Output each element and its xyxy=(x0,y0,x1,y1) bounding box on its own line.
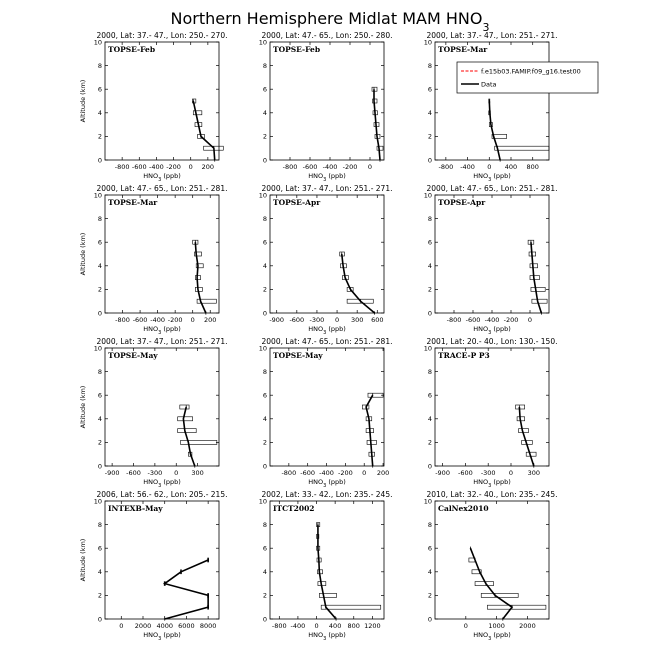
y-tick-label: 10 xyxy=(93,344,102,353)
panel-header: 2000, Lat: 37.- 47., Lon: 250.- 270. xyxy=(96,31,228,40)
y-axis-label: Altitude (km) xyxy=(79,79,87,123)
y-tick-label: 8 xyxy=(97,367,102,376)
panel-label: TOPSE-Feb xyxy=(108,45,156,54)
y-tick-label: 10 xyxy=(93,497,102,506)
y-tick-label: 0 xyxy=(97,156,102,165)
y-tick-label: 6 xyxy=(97,544,102,553)
y-tick-label: 6 xyxy=(262,85,267,94)
y-tick-label: 6 xyxy=(97,238,102,247)
x-tick-label: -200 xyxy=(503,316,519,324)
y-tick-label: 10 xyxy=(258,497,267,506)
panel-label: TOPSE-Feb xyxy=(273,45,321,54)
data-range-box xyxy=(531,287,545,291)
y-tick-label: 10 xyxy=(423,191,432,200)
y-tick-label: 2 xyxy=(427,438,432,447)
x-tick-label: -400 xyxy=(460,163,475,171)
x-tick-label: -900 xyxy=(104,469,120,477)
panel-label: TOPSE-Apr xyxy=(438,198,486,207)
x-axis-label: $HNO_3$ (ppb) xyxy=(143,172,181,183)
x-tick-label: 0 xyxy=(314,622,319,630)
x-tick-label: 600 xyxy=(371,316,384,324)
x-tick-label: -600 xyxy=(289,316,305,324)
x-axis-label: $HNO_3$ (ppb) xyxy=(143,325,181,336)
x-tick-label: 6000 xyxy=(178,622,195,630)
x-axis-label: $HNO_3$ (ppb) xyxy=(308,631,346,642)
panel-label: TOPSE-Mar xyxy=(438,45,488,54)
y-tick-label: 4 xyxy=(97,415,102,424)
panel-label: CalNex2010 xyxy=(438,504,489,513)
y-tick-label: 10 xyxy=(258,191,267,200)
panel-header: 2000, Lat: 37.- 47., Lon: 251.- 271. xyxy=(261,184,393,193)
x-tick-label: -800 xyxy=(446,316,462,324)
y-tick-label: 10 xyxy=(258,38,267,47)
y-tick-label: 4 xyxy=(97,262,102,271)
plot-frame xyxy=(435,501,549,619)
x-tick-label: -800 xyxy=(282,163,298,171)
x-tick-label: -600 xyxy=(131,163,147,171)
data-range-box xyxy=(368,393,383,397)
panel-header: 2000, Lat: 37.- 47., Lon: 251.- 271. xyxy=(426,31,558,40)
plot-frame xyxy=(270,42,384,160)
y-tick-label: 0 xyxy=(427,156,432,165)
x-axis-label: $HNO_3$ (ppb) xyxy=(473,478,511,489)
data-profile-line xyxy=(342,254,375,313)
y-tick-label: 8 xyxy=(97,520,102,529)
y-tick-label: 8 xyxy=(97,214,102,223)
x-axis-label: $HNO_3$ (ppb) xyxy=(143,478,181,489)
y-tick-label: 10 xyxy=(93,191,102,200)
panel-label: ITCT2002 xyxy=(273,504,315,513)
x-axis-label: $HNO_3$ (ppb) xyxy=(308,172,346,183)
y-tick-label: 10 xyxy=(423,344,432,353)
data-range-box xyxy=(495,146,549,150)
data-profile-line xyxy=(165,560,208,619)
x-tick-label: 0 xyxy=(119,622,124,630)
x-tick-label: 0 xyxy=(362,469,367,477)
data-range-box xyxy=(530,264,538,268)
x-tick-label: 300 xyxy=(191,469,204,477)
y-tick-label: 0 xyxy=(427,462,432,471)
x-tick-label: -300 xyxy=(147,469,163,477)
plot-frame xyxy=(105,42,219,160)
y-tick-label: 0 xyxy=(262,309,267,318)
y-tick-label: 0 xyxy=(262,462,267,471)
data-range-box xyxy=(193,111,202,115)
y-tick-label: 0 xyxy=(97,615,102,624)
y-tick-label: 4 xyxy=(262,415,267,424)
panel-5 xyxy=(259,184,393,336)
x-tick-label: 800 xyxy=(347,622,360,630)
panel-4 xyxy=(79,184,227,336)
y-tick-label: 6 xyxy=(427,391,432,400)
panel-header: 2000, Lat: 47.- 65., Lon: 251.- 281. xyxy=(261,337,393,346)
y-tick-label: 6 xyxy=(97,391,102,400)
y-tick-label: 4 xyxy=(97,109,102,118)
x-tick-label: -800 xyxy=(115,316,130,324)
page-title: Northern Hemisphere Midlat MAM $HNO_3$ xyxy=(170,9,490,34)
x-tick-label: 300 xyxy=(350,316,364,324)
y-tick-label: 0 xyxy=(97,309,102,318)
x-tick-label: 300 xyxy=(527,469,541,477)
x-tick-label: -200 xyxy=(167,316,183,324)
y-tick-label: 2 xyxy=(427,285,432,294)
y-tick-label: 2 xyxy=(427,591,432,600)
x-tick-label: 8000 xyxy=(199,622,217,630)
x-tick-label: -600 xyxy=(465,316,481,324)
panel-3 xyxy=(424,31,598,183)
y-tick-label: 0 xyxy=(427,309,432,318)
y-tick-label: 10 xyxy=(258,344,267,353)
x-axis-label: $HNO_3$ (ppb) xyxy=(308,478,346,489)
data-range-box xyxy=(181,440,217,444)
y-tick-label: 6 xyxy=(262,391,267,400)
panel-9 xyxy=(424,337,558,489)
panel-header: 2000, Lat: 37.- 47., Lon: 251.- 271. xyxy=(96,337,228,346)
x-tick-label: 0 xyxy=(188,163,193,171)
x-tick-label: -200 xyxy=(342,163,358,171)
x-tick-label: -200 xyxy=(166,163,181,171)
x-axis-label: $HNO_3$ (ppb) xyxy=(143,631,181,642)
x-axis-label: $HNO_3$ (ppb) xyxy=(473,631,511,642)
x-tick-label: 1200 xyxy=(364,622,381,630)
data-profile-line xyxy=(489,101,500,160)
y-tick-label: 2 xyxy=(97,285,102,294)
x-axis-label: $HNO_3$ (ppb) xyxy=(308,325,346,336)
y-tick-label: 8 xyxy=(97,61,102,70)
y-tick-label: 6 xyxy=(427,544,432,553)
x-tick-label: -300 xyxy=(480,469,496,477)
panel-12 xyxy=(424,490,558,642)
x-axis-label: $HNO_3$ (ppb) xyxy=(473,172,511,183)
x-tick-label: -600 xyxy=(126,469,141,477)
data-profile-line xyxy=(519,407,533,466)
y-tick-label: 8 xyxy=(427,214,432,223)
x-tick-label: -400 xyxy=(149,163,164,171)
panel-header: 2006, Lat: 56.- 62., Lon: 205.- 215. xyxy=(96,490,228,499)
y-tick-label: 8 xyxy=(427,520,432,529)
panel-1 xyxy=(79,31,227,183)
data-range-box xyxy=(178,429,197,433)
y-tick-label: 8 xyxy=(262,520,267,529)
x-tick-label: -400 xyxy=(322,163,338,171)
panel-10 xyxy=(79,490,227,642)
panel-header: 2002, Lat: 33.- 42., Lon: 235.- 245. xyxy=(261,490,393,499)
y-tick-label: 8 xyxy=(427,367,432,376)
x-tick-label: -800 xyxy=(281,469,297,477)
legend-data-label: Data xyxy=(481,80,497,89)
x-tick-label: 0 xyxy=(508,469,514,477)
x-tick-label: 400 xyxy=(328,622,342,630)
data-range-box xyxy=(180,405,189,409)
panel-7 xyxy=(79,337,227,489)
y-tick-label: 0 xyxy=(97,462,102,471)
data-profile-line xyxy=(470,548,512,619)
x-tick-label: -600 xyxy=(302,163,318,171)
x-tick-label: 0 xyxy=(334,316,340,324)
x-tick-label: -800 xyxy=(114,163,130,171)
panel-header: 2000, Lat: 47.- 65., Lon: 251.- 281. xyxy=(426,184,558,193)
plot-frame xyxy=(270,195,384,313)
y-tick-label: 2 xyxy=(97,438,102,447)
x-tick-label: 200 xyxy=(204,316,217,324)
y-tick-label: 2 xyxy=(262,591,267,600)
panel-label: TOPSE-May xyxy=(273,351,323,360)
y-tick-label: 0 xyxy=(262,156,267,165)
y-tick-label: 4 xyxy=(427,415,432,424)
x-tick-label: 0 xyxy=(487,163,492,171)
y-tick-label: 10 xyxy=(423,38,432,47)
data-range-box xyxy=(532,299,547,303)
y-tick-label: 4 xyxy=(262,262,267,271)
y-tick-label: 4 xyxy=(262,568,267,577)
y-tick-label: 2 xyxy=(262,132,267,141)
data-range-box xyxy=(377,146,383,150)
data-range-box xyxy=(481,593,518,597)
x-tick-label: -800 xyxy=(438,163,454,171)
x-tick-label: -600 xyxy=(458,469,473,477)
x-tick-label: -600 xyxy=(132,316,148,324)
y-tick-label: 8 xyxy=(427,61,432,70)
y-tick-label: 0 xyxy=(427,615,432,624)
plot-frame xyxy=(105,195,219,313)
panel-header: 2000, Lat: 47.- 65., Lon: 250.- 280. xyxy=(261,31,393,40)
y-tick-label: 4 xyxy=(97,568,102,577)
y-tick-label: 2 xyxy=(97,132,102,141)
data-range-box xyxy=(321,605,381,609)
panel-label: TRACE-P P3 xyxy=(438,351,490,360)
x-tick-label: 400 xyxy=(504,163,518,171)
y-axis-label: Altitude (km) xyxy=(79,232,87,276)
x-tick-label: -400 xyxy=(319,469,334,477)
y-tick-label: 8 xyxy=(262,367,267,376)
y-tick-label: 10 xyxy=(93,38,102,47)
y-tick-label: 8 xyxy=(262,214,267,223)
y-tick-label: 2 xyxy=(262,438,267,447)
panels xyxy=(79,31,598,642)
x-axis-label: $HNO_3$ (ppb) xyxy=(473,325,511,336)
x-tick-label: -400 xyxy=(150,316,165,324)
y-tick-label: 10 xyxy=(423,497,432,506)
y-tick-label: 4 xyxy=(427,109,432,118)
plot-frame xyxy=(105,501,219,619)
x-tick-label: 0 xyxy=(174,469,179,477)
panel-6 xyxy=(424,184,558,336)
panel-2 xyxy=(259,31,393,183)
panel-label: INTEXB-May xyxy=(108,504,163,513)
x-tick-label: -900 xyxy=(435,469,450,477)
plot-frame xyxy=(435,42,549,160)
panel-8 xyxy=(259,337,393,489)
data-profile-line xyxy=(531,242,541,313)
y-tick-label: 6 xyxy=(262,544,267,553)
data-profile-line xyxy=(193,101,214,160)
x-tick-label: -600 xyxy=(300,469,316,477)
data-profile-line xyxy=(183,407,194,466)
y-tick-label: 6 xyxy=(427,238,432,247)
data-profile-line xyxy=(318,525,336,619)
x-tick-label: 0 xyxy=(190,316,195,324)
data-range-box xyxy=(319,593,336,597)
x-tick-label: -300 xyxy=(309,316,325,324)
legend-model-label: f.e15b03.FAMIP.f09_g16.test00 xyxy=(481,67,581,76)
x-tick-label: 0 xyxy=(463,622,468,630)
x-tick-label: 2000 xyxy=(519,622,536,630)
x-tick-label: -400 xyxy=(484,316,500,324)
x-tick-label: 4000 xyxy=(156,622,173,630)
data-range-box xyxy=(178,417,193,421)
y-tick-label: 6 xyxy=(427,85,432,94)
panel-label: TOPSE-May xyxy=(108,351,158,360)
x-tick-label: 200 xyxy=(201,163,215,171)
plot-frame xyxy=(105,348,219,466)
x-tick-label: 800 xyxy=(526,163,539,171)
x-tick-label: 200 xyxy=(376,469,390,477)
x-tick-label: 2000 xyxy=(134,622,152,630)
legend xyxy=(457,62,598,93)
y-tick-label: 4 xyxy=(262,109,267,118)
x-tick-label: 0 xyxy=(527,316,533,324)
y-tick-label: 8 xyxy=(262,61,267,70)
y-axis-label: Altitude (km) xyxy=(79,538,87,582)
data-range-box xyxy=(367,440,376,444)
plot-frame xyxy=(270,501,384,619)
x-tick-label: -900 xyxy=(269,316,285,324)
x-tick-label: -200 xyxy=(337,469,353,477)
panel-label: TOPSE-Mar xyxy=(108,198,158,207)
x-tick-label: -800 xyxy=(271,622,287,630)
y-axis-label: Altitude (km) xyxy=(79,385,87,429)
y-tick-label: 6 xyxy=(262,238,267,247)
x-tick-label: 0 xyxy=(367,163,373,171)
y-tick-label: 4 xyxy=(427,568,432,577)
plot-frame xyxy=(435,348,549,466)
x-tick-label: 1000 xyxy=(488,622,505,630)
y-tick-label: 2 xyxy=(97,591,102,600)
y-tick-label: 0 xyxy=(262,615,267,624)
panel-header: 2001, Lat: 20.- 40., Lon: 130.- 150. xyxy=(426,337,558,346)
y-tick-label: 4 xyxy=(427,262,432,271)
y-tick-label: 2 xyxy=(262,285,267,294)
y-tick-label: 2 xyxy=(427,132,432,141)
data-range-box xyxy=(487,605,546,609)
panel-header: 2010, Lat: 32.- 40., Lon: 235.- 245. xyxy=(426,490,558,499)
panel-header: 2000, Lat: 47.- 65., Lon: 251.- 281. xyxy=(96,184,228,193)
y-tick-label: 6 xyxy=(97,85,102,94)
x-tick-label: -400 xyxy=(290,622,306,630)
panel-11 xyxy=(259,490,393,642)
panel-label: TOPSE-Apr xyxy=(273,198,321,207)
